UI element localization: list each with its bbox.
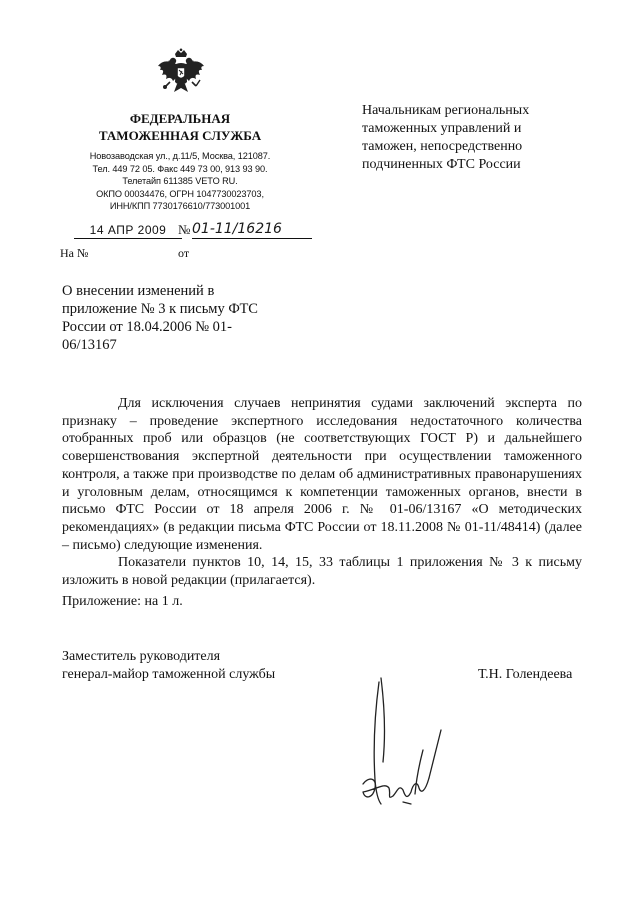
organization-details [60, 150, 300, 213]
organization-name [60, 110, 300, 144]
reference-number-label: На № [60, 246, 89, 260]
handwritten-signature [345, 672, 450, 817]
letter-number: 01-11/16216 [192, 220, 312, 239]
body-paragraph-1: Для исключения случаев непринятия судами заключений эксперта по признаку – проведение экспертного исследования недостаточного количества отобранных проб или образцов (не соответствующих ГОСТ Р) и дальнейшего совершенствования экспертной деятельности при осуществлении таможенного контроля, а также при производстве по делам об административных правонарушениях и уголовным делам, относящимся к компетенции таможенных органов, внести в письмо ФТС России от 18 апреля 2006 г. № 01-06/13167 «О методических рекомендациях» (в редакции письма ФТС России от 18.11.2008 № 01-11/48414) (далее – письмо) следующие изменения. [62, 396, 582, 553]
registration-row [60, 222, 320, 242]
number-sign: № [178, 222, 191, 237]
org-okpo-ogrn: ОКПО 00034476, ОГРН 1047730023703, [96, 188, 264, 199]
addressee-line: таможенных управлений и [362, 121, 522, 136]
org-name-line2: ТАМОЖЕННАЯ СЛУЖБА [98, 128, 262, 143]
org-phones: Тел. 449 72 05. Факс 449 73 00, 913 93 90. [92, 163, 268, 174]
org-teletype: Телетайп 611385 VETO RU. [122, 176, 238, 187]
letter-date: 14 АПР 2009 [74, 222, 182, 239]
org-name-line1: ФЕДЕРАЛЬНАЯ [129, 111, 231, 126]
subject-line: России от 18.04.2006 № 01- [62, 319, 233, 335]
subject-line: О внесении изменений в [62, 283, 215, 299]
addressee-block [362, 102, 612, 174]
addressee-line: Начальникам региональных [362, 103, 530, 118]
addressee-line: подчиненных ФТС России [362, 157, 521, 172]
letter-subject [62, 282, 292, 354]
letter-body [62, 395, 582, 590]
reference-row [60, 245, 320, 263]
coat-of-arms-icon [156, 48, 206, 106]
subject-line: 06/13167 [62, 337, 117, 353]
org-address: Новозаводская ул., д.11/5, Москва, 121087. [89, 151, 271, 161]
signer-title-line1: Заместитель руководителя [62, 649, 221, 664]
signer-title-line2: генерал-майор таможенной службы [62, 667, 276, 682]
addressee-line: таможен, непосредственно [362, 139, 523, 154]
subject-line: приложение № 3 к письму ФТС [62, 301, 258, 317]
attachment-note: Приложение: на 1 л. [62, 594, 183, 609]
signer-position [62, 648, 382, 684]
org-inn-kpp: ИНН/КПП 7730176610/773001001 [109, 201, 251, 212]
reference-date-label: от [178, 246, 190, 260]
body-paragraph-2: Показатели пунктов 10, 14, 15, 33 таблицы 1 приложения № 3 к письму изложить в новой редакции (прилагается). [62, 555, 582, 589]
signer-name: Т.Н. Голендеева [478, 667, 573, 682]
